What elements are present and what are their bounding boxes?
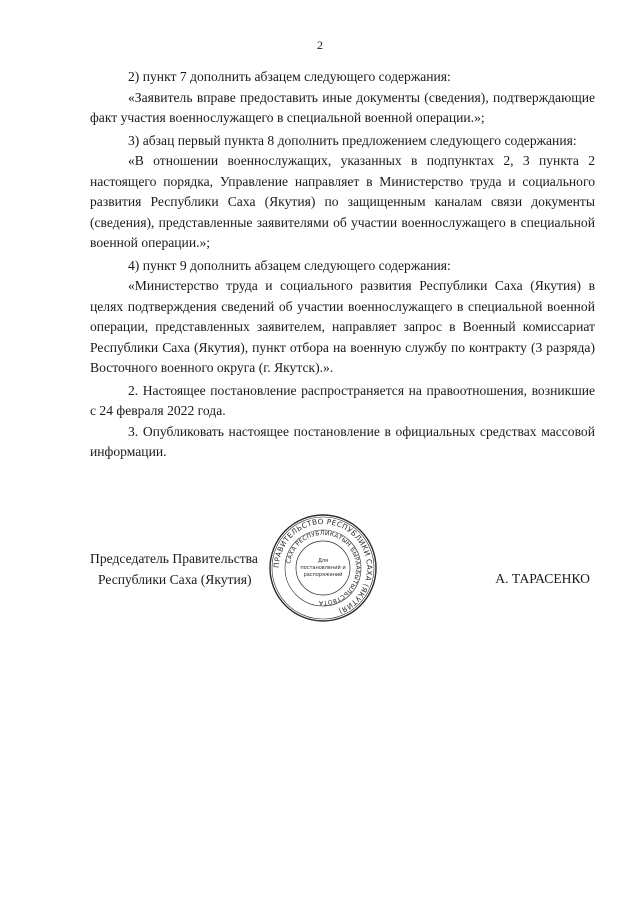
paragraph-quote-3: «Министерство труда и социального развития Республики Саха (Якутия) в целях подтверждения сведений об участии военнослужащего в специальной военной операции, представленных заявителем, направляет запрос в Военный комиссариат Республики Саха (Якутия), пункт отбора на военную службу по контракту (3 разряда) Восточного военного округа (г. Якутск).».	[90, 278, 595, 375]
paragraph-item-3: 3) абзац первый пункта 8 дополнить предложением следующего содержания:	[128, 132, 577, 148]
paragraph-item-2: 2) пункт 7 дополнить абзацем следующего содержания:	[128, 69, 451, 84]
seal-graphic	[268, 513, 378, 623]
seal-center-line1: Для	[317, 558, 329, 564]
paragraph-clause-2: 2. Настоящее постановление распространяется на правоотношения, возникшие с 24 февраля 2022 года.	[90, 382, 595, 418]
signatory-name: А. ТАРАСЕНКО	[495, 571, 590, 586]
signatory-position-line2: Республики Саха (Якутия)	[98, 571, 252, 587]
seal-center-line3: распоряжений	[303, 572, 343, 578]
signatory-position	[90, 549, 258, 590]
paragraph-item-4: 4) пункт 9 дополнить абзацем следующего содержания:	[128, 257, 451, 273]
seal-outer-text: ПРАВИТЕЛЬСТВО РЕСПУБЛИКИ САХА (ЯКУТИЯ)	[271, 516, 375, 616]
seal-center-line2: постановлений и	[300, 565, 346, 571]
seal-inner-text: САХА РЕСПУБЛИКАТЫН БЫРААБЫТЫЛЬСТВОТА	[285, 529, 362, 607]
page-number: 2	[317, 38, 323, 52]
document-body	[90, 67, 595, 463]
paragraph-quote-1: «Заявитель вправе предоставить иные документы (сведения), подтверждающие факт участия военнослужащего в специальной военной операции.»;	[90, 89, 595, 125]
signatory-position-line1: Председатель Правительства	[90, 551, 258, 566]
paragraph-clause-3: 3. Опубликовать настоящее постановление в официальных средствах массовой информации.	[90, 423, 595, 459]
official-seal	[268, 513, 378, 623]
paragraph-quote-2: «В отношении военнослужащих, указанных в подпунктах 2, 3 пункта 2 настоящего порядка, Управление направляет в Министерство труда и социального развития Республики Саха (Якутия) по защищенным каналам связи документы (сведения), представленные заявителями об участии военнослужащего в специальной военной операции.»;	[90, 153, 595, 250]
